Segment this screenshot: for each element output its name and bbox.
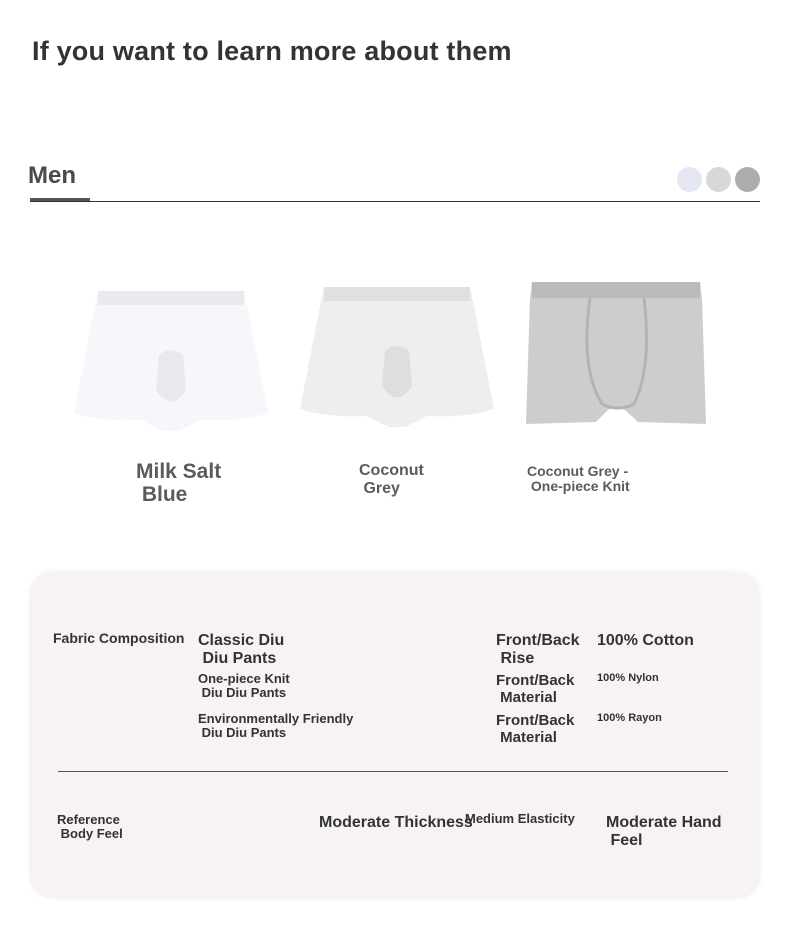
section-divider	[30, 201, 760, 202]
material-label-2: Front/Back Material	[496, 712, 575, 746]
reference-body-feel-label: Reference Body Feel	[57, 812, 123, 842]
page-headline: If you want to learn more about them	[32, 36, 512, 66]
eco-diu-diu-pants: Environmentally Friendly Diu Diu Pants	[198, 711, 354, 741]
material-label-1: Front/Back Material	[496, 672, 575, 706]
rise-label: Front/Back Rise	[496, 632, 580, 667]
section-title: Men	[28, 162, 76, 189]
medium-elasticity: Medium Elasticity	[465, 811, 575, 826]
coconut-grey-one-piece-knit-briefs-image[interactable]	[520, 278, 720, 428]
milk-salt-blue-briefs-image[interactable]	[71, 285, 271, 435]
moderate-hand-feel: Moderate Hand Feel	[606, 814, 722, 849]
rise-value: 100% Cotton	[597, 632, 694, 649]
material-value-nylon: 100% Nylon	[597, 672, 659, 684]
product-label-coconut-grey: Coconut Grey	[359, 462, 424, 497]
panel-divider	[58, 771, 728, 772]
light-grey-swatch[interactable]	[706, 167, 731, 192]
light-blue-swatch[interactable]	[677, 167, 702, 192]
product-label-milk-salt-blue: Milk Salt Blue	[136, 460, 222, 507]
moderate-thickness: Moderate Thickness	[319, 814, 473, 831]
one-piece-knit-diu-diu-pants: One-piece Knit Diu Diu Pants	[198, 671, 290, 701]
product-label-coconut-grey-one-piece: Coconut Grey - One-piece Knit	[527, 463, 630, 495]
material-value-rayon: 100% Rayon	[597, 712, 662, 724]
grey-swatch[interactable]	[735, 167, 760, 192]
coconut-grey-briefs-image[interactable]	[297, 283, 497, 433]
classic-diu-diu-pants: Classic Diu Diu Pants	[198, 632, 285, 667]
fabric-composition-label: Fabric Composition	[53, 630, 185, 646]
